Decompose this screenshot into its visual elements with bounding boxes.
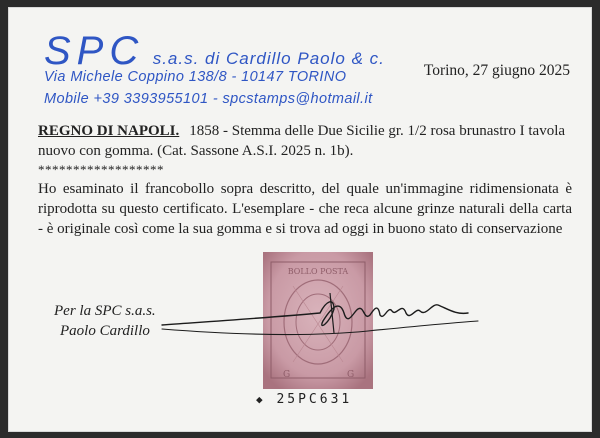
company-address: Via Michele Coppino 138/8 - 10147 TORINO	[44, 69, 347, 85]
certificate	[8, 7, 592, 432]
signature-line2: Paolo Cardillo	[60, 323, 150, 339]
signature-line1: Per la SPC s.a.s.	[54, 303, 156, 319]
diamond-icon: ◆	[256, 393, 266, 406]
svg-text:G: G	[347, 370, 355, 380]
certificate-number-value: 25PC631	[276, 392, 353, 407]
company-logo: SPC	[44, 29, 145, 73]
subject-title: REGNO DI NAPOLI.	[38, 123, 180, 139]
company-contact: Mobile +39 3393955101 - spcstamps@hotmail.it	[44, 91, 373, 107]
company-name: s.a.s. di Cardillo Paolo & c.	[152, 49, 385, 68]
separator-stars: ******************	[38, 162, 164, 177]
svg-text:G: G	[283, 370, 291, 380]
subject-description: 1858 - Stemma delle Due Sicilie gr. 1/2 rosa brunastro I tavola nuovo con gomma. (Cat. Sassone A.S.I. 2025 n. 1b).	[38, 123, 566, 159]
certificate-number	[256, 392, 352, 407]
stamp-subject	[38, 121, 570, 161]
handwritten-signature	[158, 291, 488, 347]
company-brand	[44, 29, 385, 74]
certificate-body: Ho esaminato il francobollo sopra descritto, del quale un'immagine ridimensionata è riprodotta su questo certificato. L'esemplare - che reca alcune grinze naturali della carta - è originale così come la sua gomma e si trova ad oggi in buono stato di conservazione	[38, 181, 572, 237]
svg-text:BOLLO POSTA: BOLLO POSTA	[287, 267, 349, 276]
certificate-date: Torino, 27 giugno 2025	[423, 62, 570, 79]
